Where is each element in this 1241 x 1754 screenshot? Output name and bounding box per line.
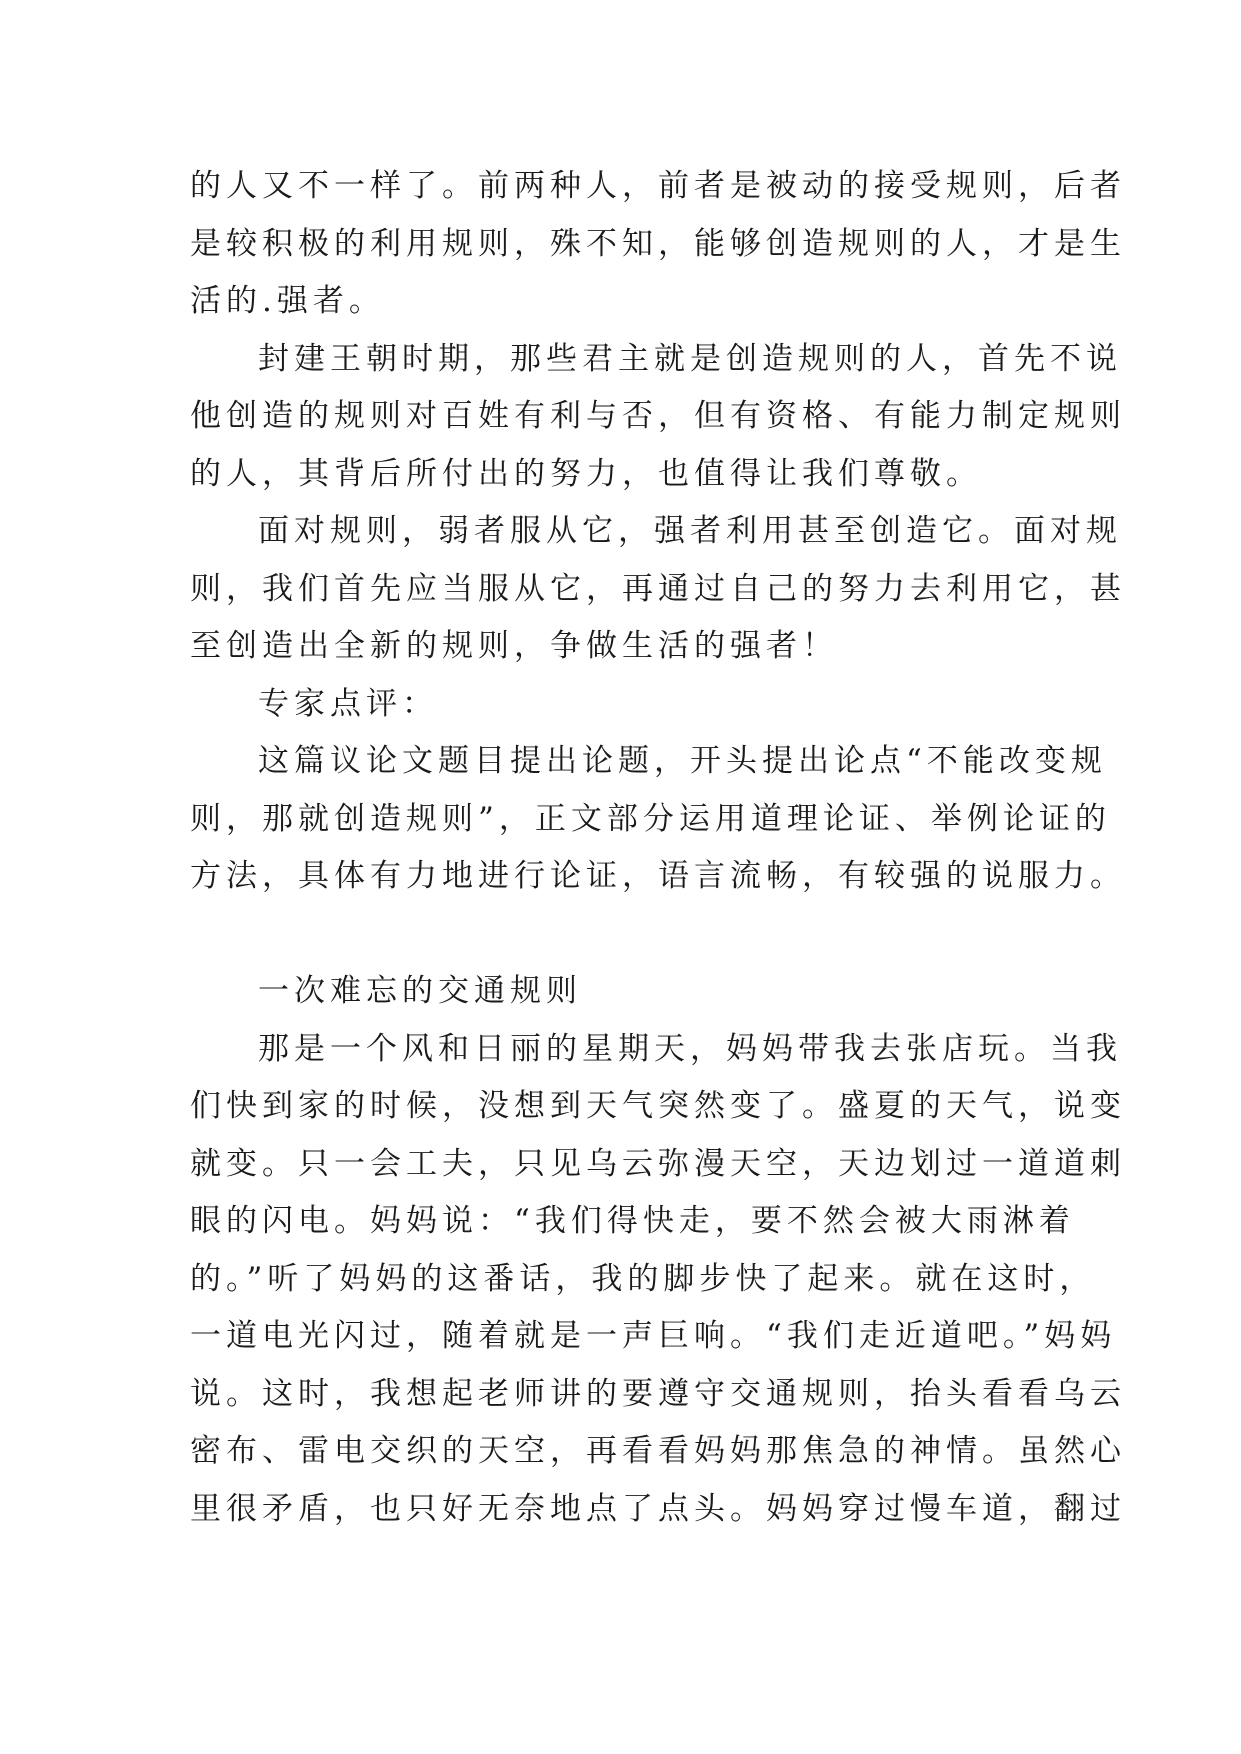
paragraph-5 <box>190 1021 1126 1539</box>
text-line: 是较积极的利用规则，殊不知，能够创造规则的人，才是生 <box>190 225 1126 262</box>
text-line: 眼的闪电。妈妈说：“我们得快走，要不然会被大雨淋着 <box>190 1203 1075 1239</box>
text-line: 们快到家的时候，没想到天气突然变了。盛夏的天气，说变 <box>190 1088 1126 1124</box>
paragraph-3 <box>190 503 1126 676</box>
document-page <box>190 158 1126 1538</box>
text-line: 封建王朝时期，那些君主就是创造规则的人，首先不说 <box>258 340 1122 377</box>
text-line: 面对规则，弱者服从它，强者利用甚至创造它。面对规 <box>258 513 1122 549</box>
expert-comment-heading: 专家点评： <box>258 685 438 722</box>
text-line: 他创造的规则对百姓有利与否，但有资格、有能力制定规则 <box>190 398 1126 434</box>
essay-title: 一次难忘的交通规则 <box>258 973 582 1009</box>
text-line: 那是一个风和日丽的星期天，妈妈带我去张店玩。当我 <box>258 1030 1122 1067</box>
paragraph-4 <box>190 733 1126 906</box>
text-line: 里很矛盾，也只好无奈地点了点头。妈妈穿过慢车道，翻过 <box>190 1490 1126 1527</box>
text-line: 则，那就创造规则”，正文部分运用道理论证、举例论证的 <box>190 800 1111 837</box>
text-line: 这篇议论文题目提出论题，开头提出论点“不能改变规 <box>258 743 1107 779</box>
text-line: 的人又不一样了。前两种人，前者是被动的接受规则，后者 <box>190 168 1126 204</box>
section-gap <box>190 906 1070 964</box>
text-line: 活的.强者。 <box>190 283 385 319</box>
text-line: 的。”听了妈妈的这番话，我的脚步快了起来。就在这时， <box>190 1260 1096 1297</box>
text-line: 一道电光闪过，随着就是一声巨响。“我们走近道吧。”妈妈 <box>190 1318 1117 1354</box>
text-line: 则，我们首先应当服从它，再通过自己的努力去利用它，甚 <box>190 570 1126 607</box>
text-line: 至创造出全新的规则，争做生活的强者！ <box>190 628 838 664</box>
text-line: 的人，其背后所付出的努力，也值得让我们尊敬。 <box>190 455 982 492</box>
text-line: 密布、雷电交织的天空，再看看妈妈那焦急的神情。虽然心 <box>190 1433 1126 1469</box>
text-line: 就变。只一会工夫，只见乌云弥漫天空，天边划过一道道刺 <box>190 1145 1126 1182</box>
paragraph-1 <box>190 158 1126 331</box>
text-line: 说。这时，我想起老师讲的要遵守交通规则，抬头看看乌云 <box>190 1375 1126 1412</box>
paragraph-2 <box>190 331 1126 504</box>
text-line: 方法，具体有力地进行论证，语言流畅，有较强的说服力。 <box>190 858 1126 894</box>
